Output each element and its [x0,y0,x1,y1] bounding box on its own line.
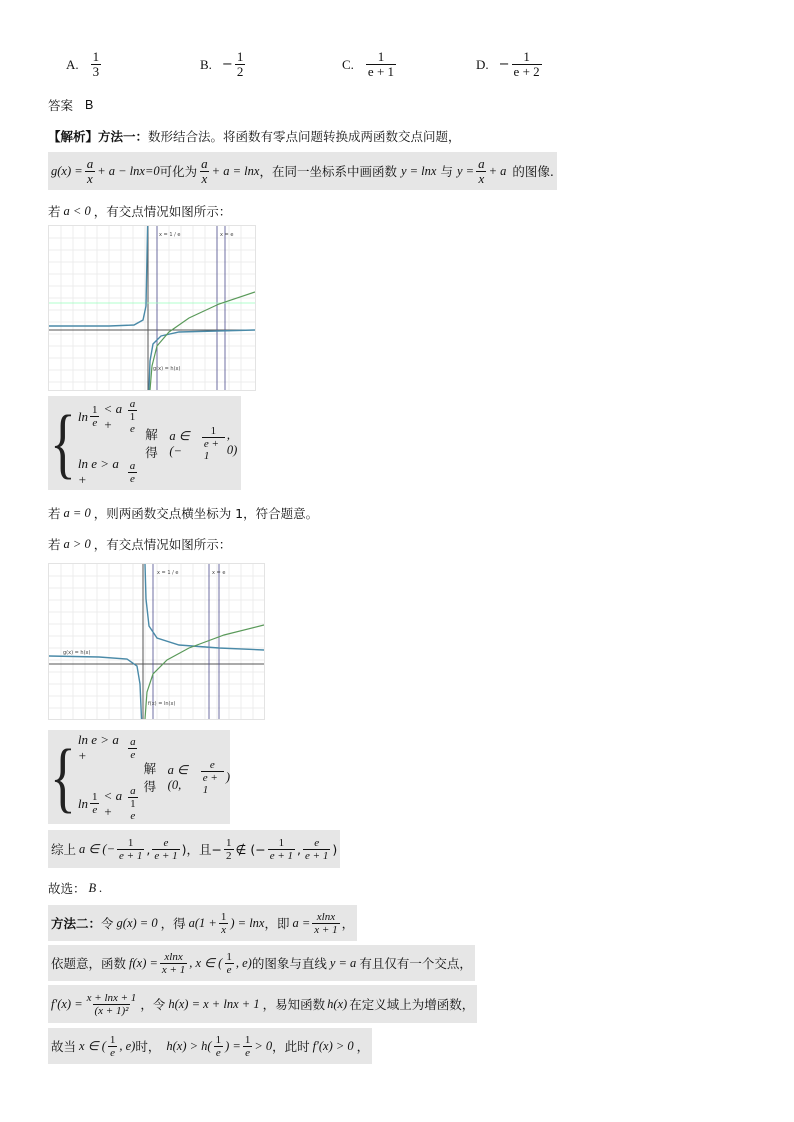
m2-expr: x ∈ ( [79,1039,106,1053]
m2-expr: , x ∈ ( [189,956,223,970]
frac-den: e [92,417,98,429]
left-brace: { [50,399,76,487]
frac-den: (x + 1)² [94,1004,129,1017]
sys-row [78,456,139,488]
result-text: a ∈ (0, [167,762,188,792]
frac-num: a [201,155,208,171]
graph-label: g(x) = h(x) [153,366,181,372]
frac-den: e + 1 [154,849,178,862]
method2-label: 方法二： [51,916,102,931]
sys-frac [128,460,138,485]
sys-frac [90,791,100,816]
solve-label: 解得 [145,428,158,460]
sys-text: < a + [103,400,123,432]
result-text: ) [225,769,230,784]
frac-den: 2 [236,64,244,79]
frac-num: e [163,836,169,849]
m2-expr: g(x) = 0 [116,915,158,930]
graph-label: x = 1 / e [157,570,179,576]
frac-den: x [478,170,485,186]
frac-den: e [226,963,232,976]
frac-num: xlnx [164,950,183,963]
system-rows [78,732,140,822]
frac-den: x [87,170,93,186]
method2-line3 [48,985,477,1023]
frac-den: e [130,748,136,761]
graph-label: g(x) = h(x) [63,650,91,656]
frac-num: x + lnx + 1 [86,991,137,1004]
case-cond: a = 0 [63,505,91,520]
graph-positive-a [48,563,265,720]
frac-num: 1 [109,1033,116,1046]
eq-func: y = [456,163,475,178]
sys-frac [128,736,138,761]
result-frac [202,425,225,462]
system-1 [48,396,241,490]
case-text: ，有交点情况如图所示： [93,204,232,219]
result-text: a ∈ (− [169,428,190,458]
frac-num: a [129,398,136,410]
eq-frac [199,157,210,186]
summary-text: − [211,841,223,857]
system-2 [48,730,230,824]
m2-text: ， [356,1039,370,1054]
summary-frac [224,837,234,862]
sys-frac [90,404,100,429]
summary-text: , [297,841,302,857]
curve-ax-right [149,330,255,390]
method1-label: 方法一： [98,129,149,144]
eq-text: 与 [440,164,453,179]
option-b [200,50,247,79]
frac-den: e + 1 [305,849,329,862]
frac-den: e [215,1046,221,1059]
answer-line [48,96,93,114]
summary-line [48,830,340,868]
frac-den: x [201,170,208,186]
sys-result [145,425,241,462]
option-d [476,50,544,79]
system-rows [78,398,139,488]
m2-text: ， [341,916,355,931]
sys-text: ln e > a + [77,456,119,487]
case-text: ，则两函数交点横坐标为 1，符合题意。 [93,506,319,521]
frac-den: e [110,1046,116,1059]
result-frac [201,759,224,796]
frac-den: e + 1 [202,437,225,462]
frac-num: 1 [92,404,98,416]
solve-label: 解得 [143,762,157,794]
frac-num: 1 [278,836,285,849]
m2-expr: y = a [329,955,357,970]
m2-frac [108,1034,118,1059]
method2-line4 [48,1028,372,1064]
frac-den: e + 1 [269,849,294,862]
m2-expr: ) = lnx [230,915,265,930]
m2-text: 的图象与直线 [251,956,327,971]
analysis-tag: 【解析】 [48,129,99,144]
summary-text: a ∈ (− [79,842,116,856]
method2-line1 [48,905,357,941]
frac-den: x [221,923,227,936]
summary-frac [117,837,144,862]
m2-expr: f′(x) = [51,996,83,1011]
sys-text: ln e > a + [77,732,119,763]
summary-text: , [146,841,151,857]
option-label: C. [342,56,354,72]
graph-label: x = e [212,570,226,576]
eq-text: 的图像. [512,164,554,179]
frac-num: xlnx [316,910,336,923]
m2-text: ，得 [160,916,186,931]
answer-value: B [85,98,94,112]
frac-num: a [86,155,94,171]
frac-num: 1 [215,1033,222,1046]
curve-ax-left [49,656,142,719]
eq-mid: + a − lnx=0 [97,163,160,178]
graph-svg [49,226,255,390]
summary-frac [268,837,295,862]
frac-num: 1 [210,424,217,437]
m2-expr: h(x) [327,996,348,1011]
m2-frac [160,951,187,976]
frac-num: a [130,735,136,748]
sys-text: ln [77,795,89,811]
frac-num: 1 [92,791,98,803]
m2-frac [224,951,234,976]
m2-frac [214,1034,224,1059]
m2-frac [85,992,139,1017]
sys-row [78,785,140,822]
case-text: ，有交点情况如图所示： [93,537,232,552]
eq-text: ，在同一坐标系中画函数 [259,164,397,179]
m2-expr: h(x) = x + lnx + 1 [168,996,260,1011]
frac-num: a [129,459,136,472]
sys-complex-frac [128,398,138,435]
sys-complex-frac [128,785,138,822]
answer-label: 答案 [48,98,74,113]
frac-den: e [130,810,136,822]
frac-num: 1 [523,49,530,64]
eq-mid: + a = lnx [211,163,260,178]
eq-func: + a [488,163,507,178]
frac-num: 1 [244,1033,251,1046]
summary-frac [303,837,330,862]
frac-den: 1 [130,798,136,810]
summary-text: ，且 [186,842,212,857]
frac-num: 1 [226,836,232,849]
m2-text: ，令 [140,997,166,1012]
m2-text: 时， [135,1039,161,1054]
frac-num: e [209,758,215,771]
left-brace: { [50,733,76,821]
case-zero [48,504,318,522]
m2-text: 故当 [51,1039,77,1054]
eq-text: 可化为 [159,164,198,179]
frac-den: e + 1 [119,849,143,862]
case-cond: a > 0 [63,536,91,551]
grid [49,564,264,719]
method1-intro: 数形结合法。将函数有零点问题转换成两函数交点问题， [148,129,461,144]
graph-label: x = e [220,232,234,238]
m2-text: ，此时 [272,1039,310,1054]
m2-text: 有且仅有一个交点， [359,956,472,971]
m2-expr: a(1 + [188,915,217,930]
m2-frac [219,911,229,936]
option-label: B. [200,56,212,72]
option-fraction [366,50,396,79]
option-sign: − [221,57,233,72]
m2-text: ，易知函数 [262,997,326,1012]
option-label: A. [66,56,79,72]
equation-line [48,152,557,190]
eq-lhs: g(x) = [51,163,83,178]
graph-label: f(x) = ln(x) [148,701,176,707]
sys-text: ln [77,408,89,424]
graph-label: x = 1 / e [159,232,181,238]
case-negative [48,202,231,220]
frac-den: 3 [92,64,100,79]
option-label: D. [476,56,489,72]
frac-den: e + 1 [201,771,224,796]
summary-frac [152,837,179,862]
option-a [66,50,103,79]
frac-den: x + 1 [161,963,186,976]
frac-den: e [130,472,135,485]
case-cond: a < 0 [63,203,91,218]
frac-den: e [245,1046,251,1059]
curve-lnx [150,292,255,390]
summary-text: ) [181,841,187,857]
m2-frac [312,911,339,936]
frac-num: 1 [377,49,385,64]
result-text: , 0) [226,428,238,457]
choose-prefix: 故选： [48,881,86,896]
option-fraction [235,50,246,79]
analysis-header [48,127,461,145]
option-c [342,50,398,79]
frac-num: a [478,155,485,171]
sys-result [144,759,230,796]
case-positive [48,535,231,553]
choose-value: B . [88,880,103,895]
graph-svg [49,564,264,719]
m2-expr: , e) [235,955,252,970]
frac-num: 1 [220,910,227,923]
eq-frac [85,157,96,186]
option-fraction [512,50,542,79]
frac-num: e [314,836,320,849]
method2-line2 [48,945,475,981]
m2-expr: h(x) > h( [166,1038,212,1053]
m2-expr: > 0 [254,1038,273,1053]
summary-text: ) [332,841,338,857]
m2-expr: f(x) = [129,955,158,970]
case-prefix: 若 [48,537,61,552]
case-prefix: 若 [48,204,61,219]
sys-row [78,732,140,764]
option-fraction [91,50,102,79]
m2-text: ，即 [264,916,290,931]
frac-den: x + 1 [314,923,338,936]
frac-num: 1 [226,950,232,963]
case-prefix: 若 [48,506,61,521]
eq-frac [476,157,487,186]
frac-num: 1 [127,836,134,849]
m2-text: 在定义域上为增函数， [349,997,475,1012]
frac-den: e + 2 [513,64,540,79]
summary-text: ∉ (− [235,841,266,857]
frac-den: e + 1 [367,64,395,79]
frac-num: a [130,785,136,797]
m2-text: 令 [101,916,114,931]
sys-text: < a + [103,787,123,819]
eq-func: y = lnx [400,163,437,178]
option-sign: − [498,57,510,72]
m2-expr: ) = [225,1038,241,1053]
frac-den: 1 [129,411,136,423]
m2-expr: , e) [119,1038,136,1053]
m2-text: 依题意，函数 [51,956,127,971]
summary-prefix: 综上 [51,842,77,857]
frac-num: 1 [92,49,100,64]
frac-den: 2 [226,849,232,862]
sys-row [78,398,139,435]
m2-expr: a = [292,915,311,930]
frac-num: 1 [236,49,244,64]
m2-expr: f′(x) > 0 [312,1038,354,1053]
frac-den: e [130,423,135,435]
graph-negative-a [48,225,256,391]
frac-den: e [92,804,98,816]
m2-frac [243,1034,253,1059]
choose-line [48,879,102,897]
